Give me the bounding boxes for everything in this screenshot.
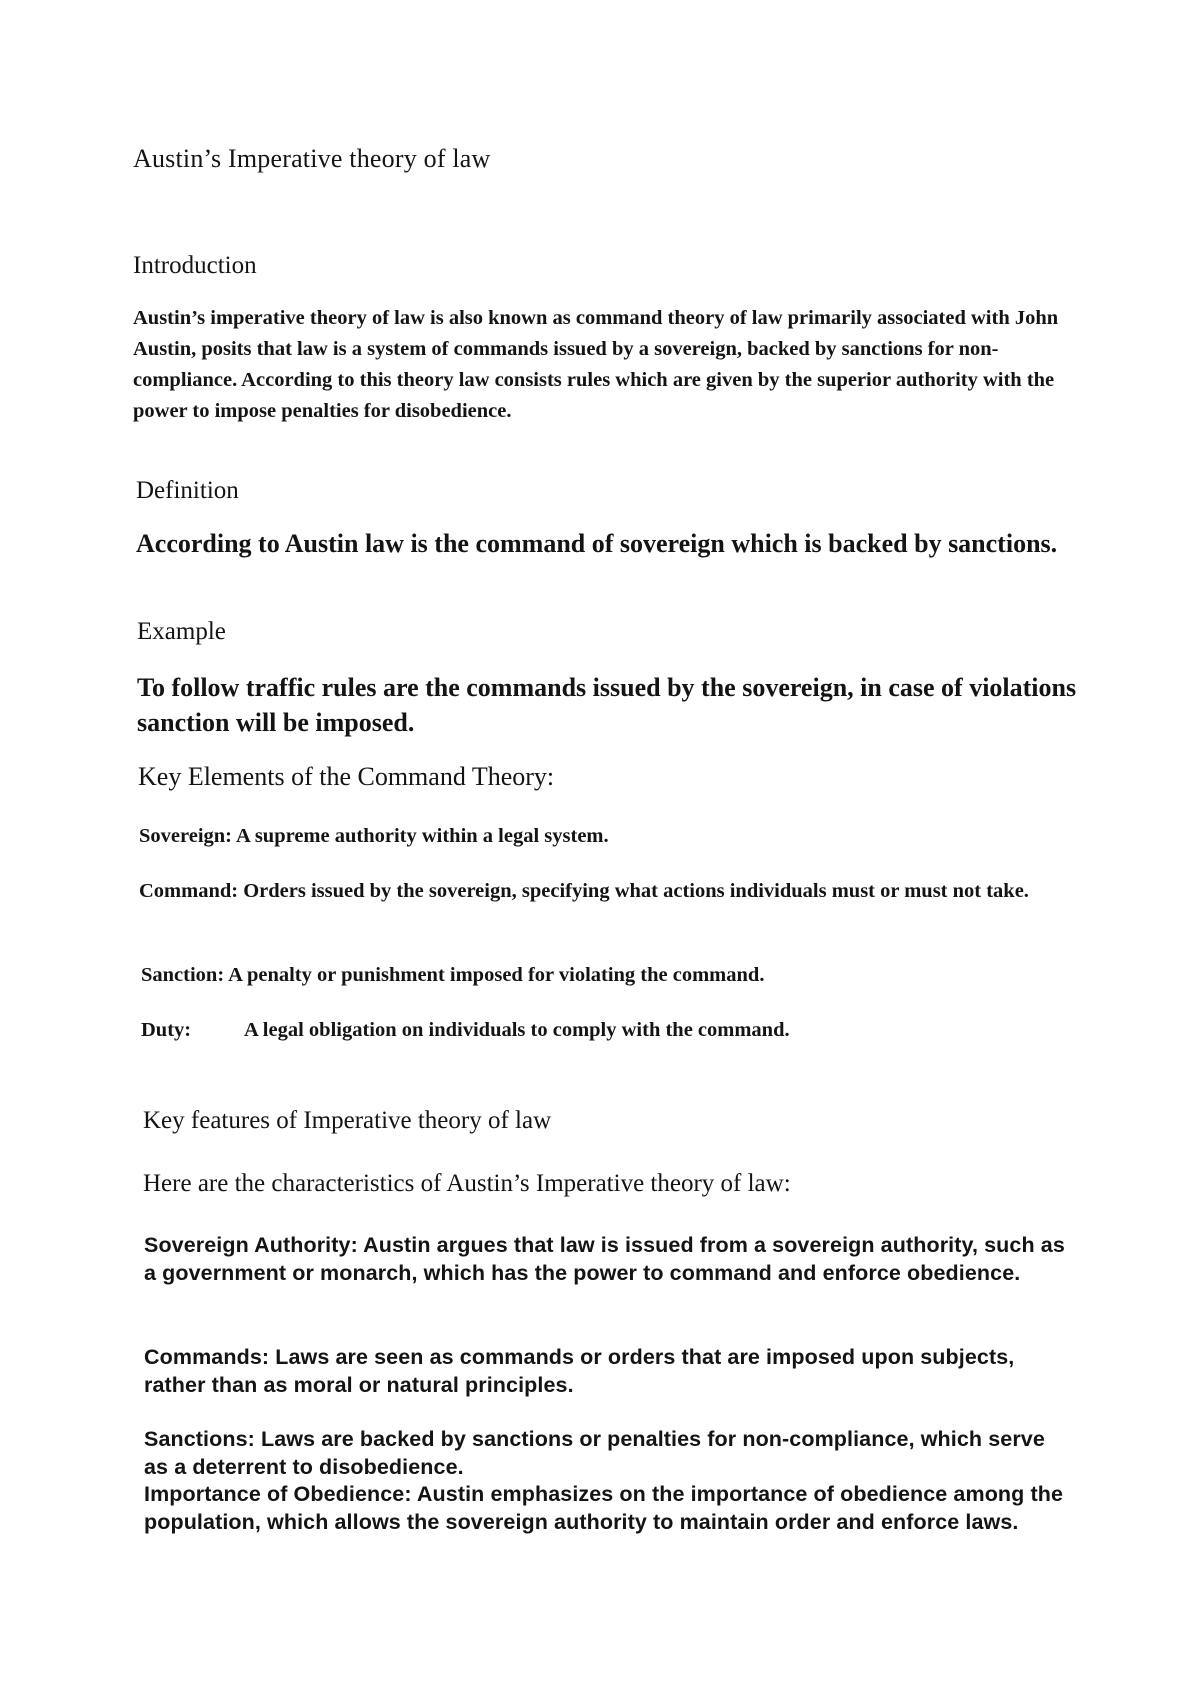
- key-feature-term: Importance of Obedience:: [144, 1482, 412, 1506]
- example-paragraph: To follow traffic rules are the commands issued by the sovereign, in case of violations sanction will be imposed.: [137, 673, 1077, 737]
- key-element-item: [141, 1017, 1071, 1044]
- key-feature-item: [144, 1481, 1074, 1536]
- key-feature-text: Austin emphasizes on the importance of obedience among the population, which allows the sovereign authority to maintain order and enforce laws.: [144, 1482, 1064, 1534]
- key-features-intro: Here are the characteristics of Austin’s Imperative theory of law:: [143, 1170, 791, 1197]
- key-element-term: Duty:: [141, 1019, 192, 1041]
- document-title: Austin’s Imperative theory of law: [133, 144, 491, 173]
- example-heading: Example: [137, 618, 226, 645]
- key-feature-text: Austin argues that law is issued from a sovereign authority, such as a government or monarch, which has the power to command and enforce obedience.: [144, 1233, 1065, 1285]
- key-element-term: Sovereign:: [139, 825, 233, 847]
- key-element-term: Sanction:: [141, 964, 225, 986]
- key-element-item: [139, 878, 1069, 905]
- key-element-text: Orders issued by the sovereign, specifying what actions individuals must or must not take.: [243, 880, 1029, 902]
- key-element-text: A penalty or punishment imposed for violating the command.: [228, 964, 765, 986]
- key-element-term: Command:: [139, 880, 239, 902]
- key-element-item: [141, 962, 1071, 989]
- introduction-paragraph: Austin’s imperative theory of law is also known as command theory of law primarily associated with John Austin, posits that law is a system of commands issued by a sovereign, backed by sanctions for non-compliance. According to this theory law consists rules which are given by the superior authority with the power to impose penalties for disobedience.: [133, 307, 1059, 422]
- key-elements-heading: Key Elements of the Command Theory:: [138, 762, 555, 791]
- key-feature-text: Laws are backed by sanctions or penalties for non-compliance, which serve as a deterrent to disobedience.: [144, 1427, 1045, 1479]
- definition-heading: Definition: [136, 477, 239, 504]
- key-feature-item: [144, 1344, 1074, 1399]
- key-feature-item: [144, 1232, 1074, 1287]
- key-element-text: A legal obligation on individuals to comply with the command.: [244, 1019, 790, 1041]
- key-feature-item: [144, 1426, 1074, 1481]
- key-feature-group: [144, 1426, 1074, 1536]
- definition-paragraph: According to Austin law is the command of sovereign which is backed by sanctions.: [136, 529, 1058, 558]
- key-feature-term: Sovereign Authority:: [144, 1233, 358, 1257]
- key-feature-text: Laws are seen as commands or orders that are imposed upon subjects, rather than as moral or natural principles.: [144, 1345, 1015, 1397]
- key-element-text: A supreme authority within a legal system.: [236, 825, 609, 847]
- key-feature-term: Commands:: [144, 1345, 270, 1369]
- introduction-heading: Introduction: [133, 252, 257, 279]
- key-features-heading: Key features of Imperative theory of law: [143, 1107, 552, 1134]
- key-feature-term: Sanctions:: [144, 1427, 255, 1451]
- key-element-item: [139, 823, 1069, 850]
